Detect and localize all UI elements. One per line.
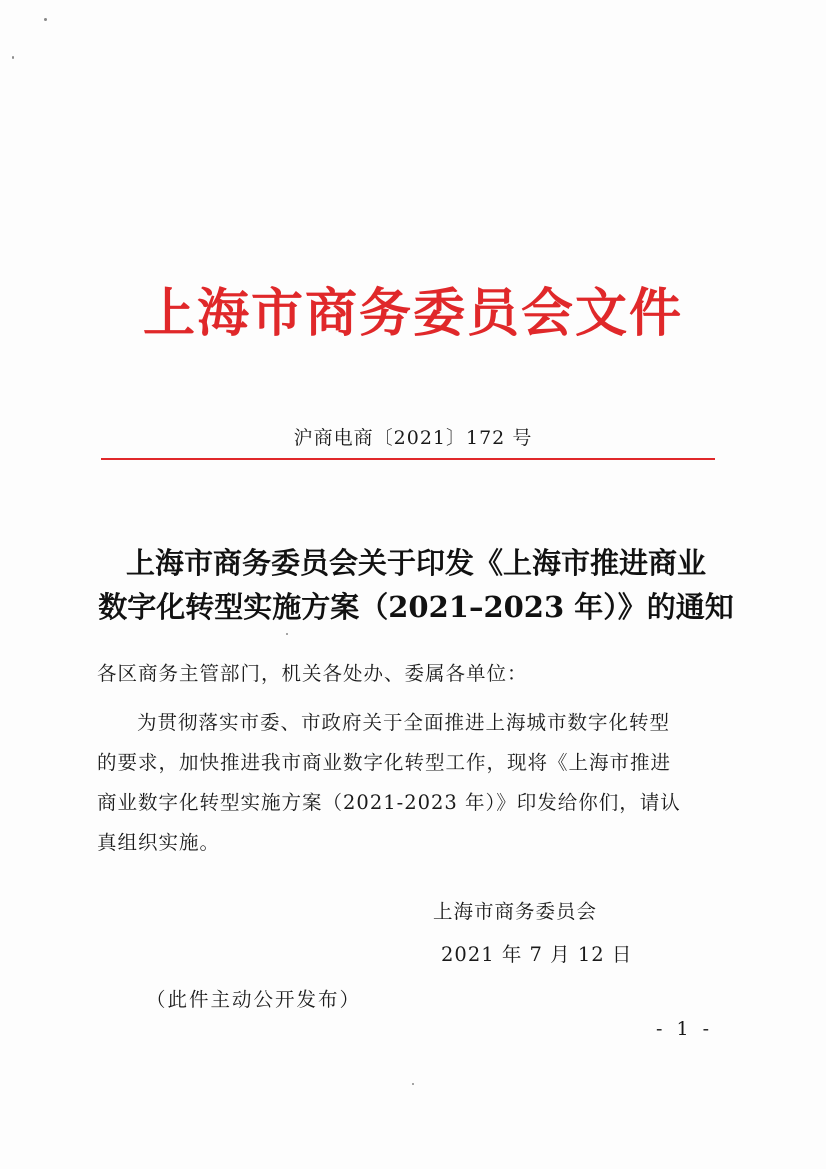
notice-title-line-2: 数字化转型实施方案（2021–2023 年）》的通知: [98, 590, 734, 624]
body-line-3: 商业数字化转型实施方案（2021-2023 年）》印发给你们，请认: [97, 791, 681, 814]
body-line-1: 为贯彻落实市委、市政府关于全面推进上海城市数字化转型: [137, 711, 671, 734]
document-header-title: 上海市商务委员会文件: [142, 283, 683, 344]
red-divider-line: [101, 458, 715, 460]
disclosure-note: （此件主动公开发布）: [146, 988, 362, 1011]
scan-speck: [12, 56, 14, 59]
document-number: 沪商电商〔2021〕172 号: [293, 427, 533, 449]
notice-title: [96, 541, 736, 629]
scan-speck: [286, 633, 288, 635]
body-paragraph: [97, 703, 717, 863]
issuing-authority: 上海市商务委员会: [433, 900, 598, 923]
scan-speck: [44, 18, 47, 21]
notice-title-line-1: 上海市商务委员会关于印发《上海市推进商业: [125, 546, 706, 580]
body-line-2: 的要求，加快推进我市商业数字化转型工作，现将《上海市推进: [97, 751, 672, 774]
salutation: 各区商务主管部门，机关各处办、委属各单位：: [97, 662, 528, 685]
scan-speck: [412, 1083, 414, 1085]
page-number: - 1 -: [656, 1018, 714, 1040]
body-line-4: 真组织实施。: [97, 831, 221, 854]
issue-date: 2021 年 7 月 12 日: [441, 943, 633, 966]
